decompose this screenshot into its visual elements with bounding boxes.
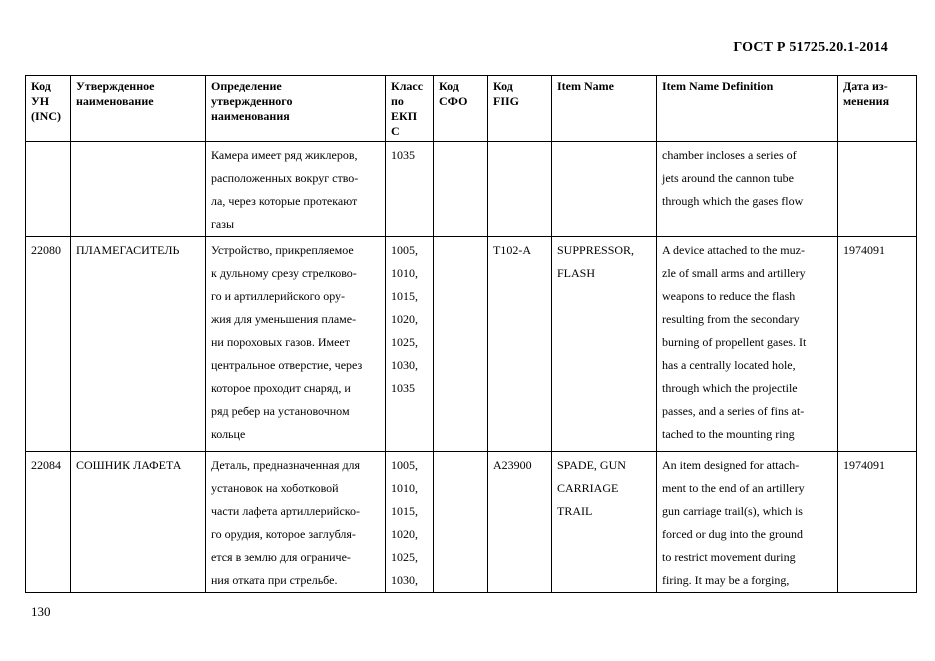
cell-definition [206,142,386,237]
header-line: С [391,124,400,138]
cell-item-name [552,237,657,452]
cell-line: 1010, [391,266,418,280]
header-line: (INC) [31,109,61,123]
cell-line: An item designed for attach- [662,458,800,472]
header-line: СФО [439,94,468,108]
table-body [26,142,917,593]
gost-table [25,75,917,593]
cell-line: газы [211,217,235,231]
header-line: Дата из- [843,79,888,93]
cell-line: 1035 [391,381,415,395]
cell-definition [206,452,386,593]
cell-line: Камера имеет ряд жиклеров, [211,148,358,162]
header-line: Код [439,79,459,93]
header-line: УН [31,94,50,108]
cell-code-fiig [488,237,552,452]
cell-line: установок на хоботковой [211,481,339,495]
cell-line: центральное отверстие, через [211,358,363,372]
cell-line: 1005, [391,458,418,472]
cell-line: SUPPRESSOR, [557,243,635,257]
header-line: Класс [391,79,424,93]
header-line: FIIG [493,94,520,108]
cell-line: которое проходит снаряд, и [211,381,351,395]
header-line: наименования [211,109,290,123]
header-line: наименование [76,94,154,108]
cell-approved-name [71,142,206,237]
cell-line: 1020, [391,312,418,326]
cell-line: burning of propellent gases. It [662,335,807,349]
cell-definition [206,237,386,452]
cell-line: 1020, [391,527,418,541]
cell-line: ment to the end of an artillery [662,481,805,495]
cell-line: Устройство, прикрепляемое [211,243,354,257]
header-line: Item Name [557,79,614,93]
cell-item-name [552,142,657,237]
header-line: Утвержденное [76,79,155,93]
cell-line: расположенных вокруг ство- [211,171,359,185]
table-row [26,142,917,237]
cell-line: ни пороховых газов. Имеет [211,335,350,349]
cell-code-un-inc [26,237,71,452]
cell-line: части лафета артиллерийско- [211,504,361,518]
cell-line: tached to the mounting ring [662,427,795,441]
cell-line: 1025, [391,335,418,349]
column-header-definition [206,76,386,142]
cell-line: zle of small arms and artillery [662,266,806,280]
cell-line: A23900 [493,458,532,472]
cell-line: gun carriage trail(s), which is [662,504,803,518]
cell-class-ekps [386,142,434,237]
cell-class-ekps [386,237,434,452]
cell-line: 1030, [391,358,418,372]
cell-line: TRAIL [557,504,593,518]
cell-line: jets around the cannon tube [662,171,794,185]
cell-line: 1015, [391,504,418,518]
cell-item-name-definition [657,142,838,237]
column-header-item-name-definition [657,76,838,142]
cell-line: Деталь, предназначенная для [211,458,361,472]
cell-line: ется в землю для ограниче- [211,550,351,564]
header-line: Item Name Definition [662,79,774,93]
header-line: утвержденного [211,94,293,108]
cell-line: T102-A [493,243,531,257]
cell-line: through which the gases flow [662,194,804,208]
cell-approved-name [71,237,206,452]
cell-line: 1010, [391,481,418,495]
cell-change-date [838,142,917,237]
cell-line: SPADE, GUN [557,458,626,472]
cell-code-un-inc [26,142,71,237]
cell-code-sfo [434,142,488,237]
cell-line: 22084 [31,458,61,472]
cell-line: ряд ребер на установочном [211,404,350,418]
cell-line: 1974091 [843,458,885,472]
cell-item-name-definition [657,237,838,452]
header-line: Определение [211,79,282,93]
column-header-code-fiig [488,76,552,142]
cell-line: СОШНИК ЛАФЕТА [76,458,182,472]
column-header-code-un-inc [26,76,71,142]
cell-code-un-inc [26,452,71,593]
cell-item-name-definition [657,452,838,593]
cell-line: 1015, [391,289,418,303]
cell-line: 1035 [391,148,415,162]
header-line: Код [493,79,513,93]
table-row [26,237,917,452]
header-line: Код [31,79,51,93]
cell-line: жия для уменьшения пламе- [211,312,357,326]
cell-code-fiig [488,452,552,593]
cell-item-name [552,452,657,593]
cell-line: FLASH [557,266,596,280]
cell-line: 1005, [391,243,418,257]
cell-line: 22080 [31,243,61,257]
cell-line: A device attached to the muz- [662,243,805,257]
cell-approved-name [71,452,206,593]
header-line: по [391,94,404,108]
cell-line: кольце [211,427,246,441]
cell-change-date [838,237,917,452]
cell-line: ла, через которые протекают [211,194,358,208]
cell-line: го орудия, которое заглубля- [211,527,356,541]
cell-line: resulting from the secondary [662,312,800,326]
cell-line: 1974091 [843,243,885,257]
cell-line: passes, and a series of fins at- [662,404,805,418]
cell-line: to restrict movement during [662,550,796,564]
cell-line: forced or dug into the ground [662,527,803,541]
cell-line: ния отката при стрельбе. [211,573,338,587]
cell-line: firing. It may be a forging, [662,573,790,587]
cell-change-date [838,452,917,593]
table-header-row [26,76,917,142]
column-header-code-sfo [434,76,488,142]
header-line: ЕКП [391,109,418,123]
column-header-item-name [552,76,657,142]
cell-line: through which the projectile [662,381,798,395]
cell-class-ekps [386,452,434,593]
cell-line: ПЛАМЕГАСИТЕЛЬ [76,243,180,257]
cell-line: weapons to reduce the flash [662,289,796,303]
cell-code-fiig [488,142,552,237]
table-row [26,452,917,593]
header-line: менения [843,94,890,108]
cell-line: к дульному срезу стрелково- [211,266,357,280]
cell-line: го и артиллерийского ору- [211,289,346,303]
column-header-change-date [838,76,917,142]
column-header-class-ekps [386,76,434,142]
cell-code-sfo [434,237,488,452]
document-header: ГОСТ Р 51725.20.1-2014 [733,40,888,55]
cell-line: CARRIAGE [557,481,619,495]
cell-line: chamber incloses a series of [662,148,797,162]
column-header-approved-name [71,76,206,142]
page-number: 130 [31,604,51,619]
cell-code-sfo [434,452,488,593]
cell-line: has a centrally located hole, [662,358,796,372]
cell-line: 1025, [391,550,418,564]
cell-line: 1030, [391,573,418,587]
